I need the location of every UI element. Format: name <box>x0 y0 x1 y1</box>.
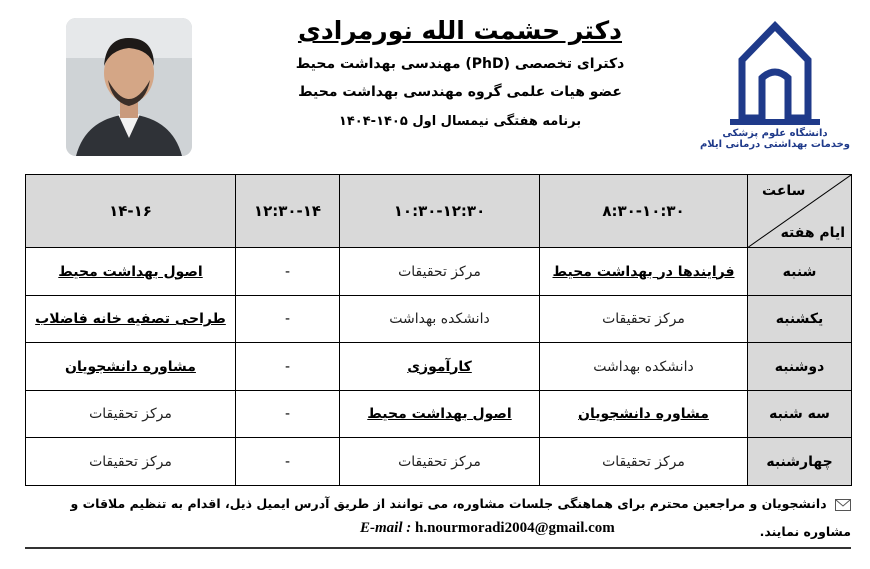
schedule-cell: - <box>236 295 340 343</box>
time-header: ۸:۳۰-۱۰:۳۰ <box>540 175 748 248</box>
table-row <box>26 343 852 391</box>
schedule-cell: مرکز تحقیقات <box>540 438 748 486</box>
schedule-cell: مشاوره دانشجویان <box>540 390 748 438</box>
header <box>250 12 670 132</box>
weekly-schedule-table <box>25 174 852 486</box>
schedule-cell: مرکز تحقیقات <box>26 438 236 486</box>
faculty-position: عضو هیات علمی گروه مهندسی بهداشت محیط <box>298 84 622 100</box>
degree: دکترای تخصصی (PhD) مهندسی بهداشت محیط <box>295 56 625 72</box>
corner-cell <box>748 175 852 248</box>
table-row <box>26 390 852 438</box>
note-text-line2: مشاوره نمایند. <box>759 524 851 539</box>
day-cell: دوشنبه <box>748 343 852 391</box>
schedule-cell: مرکز تحقیقات <box>540 295 748 343</box>
schedule-cell: مشاوره دانشجویان <box>26 343 236 391</box>
table-header-row <box>26 175 852 248</box>
consultation-note <box>25 490 851 546</box>
schedule-cell: اصول بهداشت محیط <box>340 390 540 438</box>
doctor-name: دکتر حشمت الله نورمرادی <box>297 16 623 45</box>
table-row <box>26 248 852 296</box>
schedule-cell: طراحی تصفیه خانه فاضلاب <box>26 295 236 343</box>
schedule-cell: اصول بهداشت محیط <box>26 248 236 296</box>
schedule-cell: فرایندها در بهداشت محیط <box>540 248 748 296</box>
envelope-icon <box>835 499 851 511</box>
schedule-cell: مرکز تحقیقات <box>340 248 540 296</box>
note-text: دانشجویان و مراجعین محترم برای هماهنگی جلسات مشاوره، می توانند از طریق آدرس ایمیل ذیل، اقدام به تنظیم ملاقات و <box>70 496 827 511</box>
day-cell: سه شنبه <box>748 390 852 438</box>
schedule-cell: کارآموزی <box>340 343 540 391</box>
schedule-cell: دانشکده بهداشت <box>340 295 540 343</box>
schedule-cell: مرکز تحقیقات <box>26 390 236 438</box>
corner-time-label: ساعت <box>762 183 806 199</box>
schedule-cell: - <box>236 343 340 391</box>
corner-day-label: ایام هفته <box>780 225 845 242</box>
bottom-divider <box>25 547 851 549</box>
day-cell: شنبه <box>748 248 852 296</box>
email-label: E-mail : <box>360 520 412 536</box>
schedule-cell: - <box>236 248 340 296</box>
email-address[interactable]: h.nourmoradi2004@gmail.com <box>415 520 615 536</box>
table-row <box>26 295 852 343</box>
time-header: ۱۲:۳۰-۱۴ <box>236 175 340 248</box>
table-row <box>26 438 852 486</box>
day-cell: یکشنبه <box>748 295 852 343</box>
program-title: برنامه هفتگی نیمسال اول ۱۴۰۵-۱۴۰۴ <box>338 114 582 129</box>
day-cell: چهارشنبه <box>748 438 852 486</box>
time-header: ۱۴-۱۶ <box>26 175 236 248</box>
email-line <box>360 520 615 537</box>
schedule-cell: دانشکده بهداشت <box>540 343 748 391</box>
time-header: ۱۰:۳۰-۱۲:۳۰ <box>340 175 540 248</box>
university-logo-text: دانشگاه علوم پزشکی وخدمات بهداشتی درمانی ایلام <box>699 128 851 150</box>
schedule-cell: - <box>236 390 340 438</box>
schedule-cell: - <box>236 438 340 486</box>
schedule-cell: مرکز تحقیقات <box>340 438 540 486</box>
profile-photo <box>66 18 192 156</box>
